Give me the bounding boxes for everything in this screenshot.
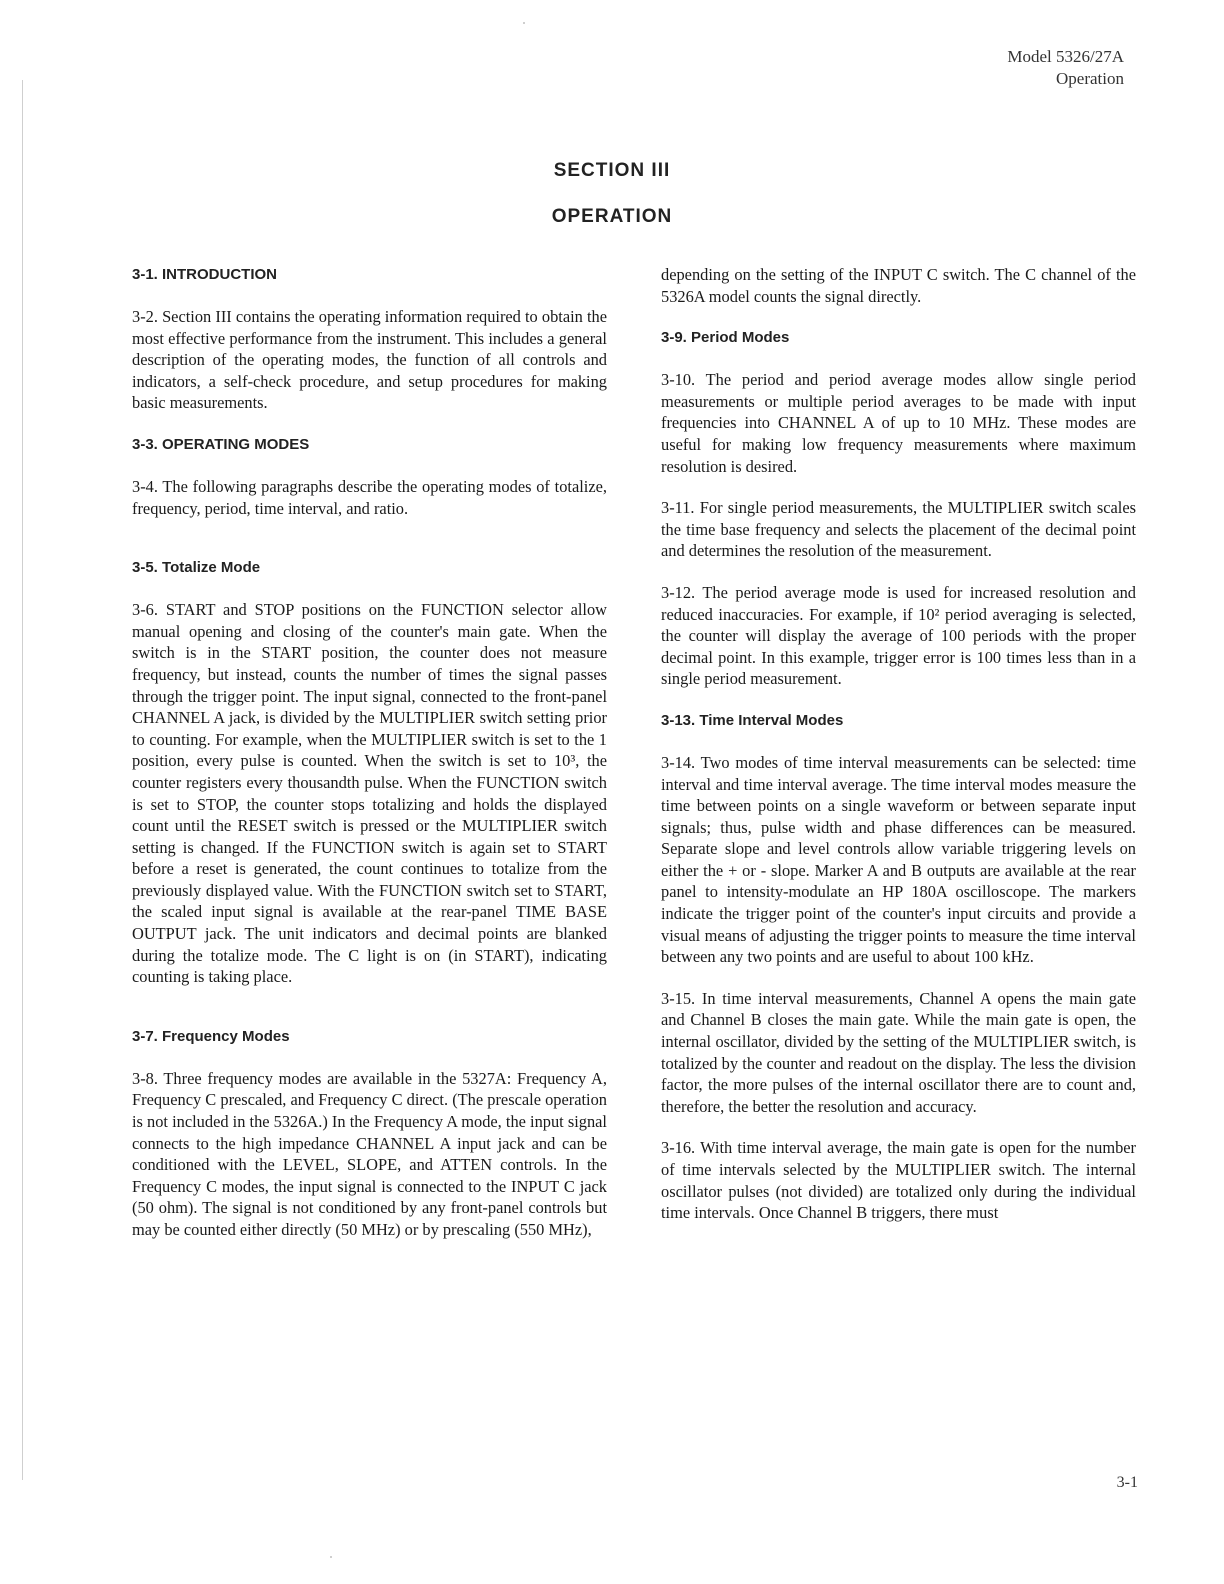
paragraph-3-10: 3-10. The period and period average modes allow single period measurements or multiple period averages to be made with input frequencies into CHANNEL A of up to 10 MHz. These modes are useful for making low frequency measurements where maximum resolution is desired. (661, 370, 1136, 476)
right-column (661, 264, 1136, 1244)
paragraph-3-16: 3-16. With time interval average, the main gate is open for the number of time intervals selected by the MULTIPLIER switch. The internal oscillator pulses (not divided) are totalized only during the individual time intervals. Once Channel B triggers, there must (661, 1138, 1136, 1223)
paragraph-3-4: 3-4. The following paragraphs describe the operating modes of totalize, frequency, period, time interval, and ratio. (132, 476, 607, 518)
paragraph-3-8: 3-8. Three frequency modes are available in the 5327A: Frequency A, Frequency C prescaled, and Frequency C direct. (The prescale operation is not included in the 5326A.) In the Frequency A mode, the input signal connects to the high impedance CHANNEL A input jack and can be conditioned with the LEVEL, SLOPE, and ATTEN controls. In the Frequency C modes, the input signal is connected to the INPUT C jack (50 ohm). The signal is not conditioned by any front-panel controls but may be counted either directly (50 MHz) or by prescaling (550 MHz), (132, 1068, 607, 1239)
header-section: Operation (1056, 69, 1124, 88)
paragraph-3-11: 3-11. For single period measurements, the MULTIPLIER switch scales the time base frequency and selects the placement of the decimal point and determines the resolution of the measurement. (661, 498, 1136, 561)
running-header (1007, 46, 1124, 90)
heading-3-9: 3-9. Period Modes (661, 329, 790, 347)
scan-edge-mark (22, 80, 23, 1480)
left-column (132, 264, 607, 1261)
heading-3-3: 3-3. OPERATING MODES (132, 435, 310, 453)
scan-dot-bottom (330, 1556, 332, 1558)
paragraph-3-12: 3-12. The period average mode is used for increased resolution and reduced inaccuracies. For example, if 10² period averaging is selected, the counter will display the average of 100 periods with the proper decimal point. In this example, trigger error is 100 times less than in a single period measurement. (661, 582, 1136, 689)
paragraph-3-6: 3-6. START and STOP positions on the FUNCTION selector allow manual opening and closing of the counter's main gate. When the switch is in the START position, the counter does not measure frequency, but instead, counts the number of times the signal passes through the trigger point. The input signal, connected to the front-panel CHANNEL A jack, is divided by the MULTIPLIER switch setting prior to counting. For example, when the MULTIPLIER switch is set to the 1 position, every pulse is counted. When the switch is set to 10³, the counter registers every thousandth pulse. When the FUNCTION switch is set to STOP, the counter stops totalizing and holds the displayed count until the RESET switch is pressed or the MULTIPLIER switch setting is changed. If the FUNCTION switch is again set to START before a reset is generated, the count continues to totalize from the previously displayed value. With the FUNCTION switch set to START, the scaled input signal is available at the rear-panel TIME BASE OUTPUT jack. The unit indicators and decimal points are blanked during the totalize mode. The C light is on (in START), indicating counting is taking place. (132, 600, 607, 987)
section-number-title: SECTION III (553, 160, 671, 181)
heading-3-7: 3-7. Frequency Modes (132, 1027, 290, 1045)
header-model: Model 5326/27A (1007, 47, 1124, 66)
heading-3-13: 3-13. Time Interval Modes (661, 711, 844, 729)
paragraph-3-2: 3-2. Section III contains the operating information required to obtain the most effective performance from the instrument. This includes a general description of the operating modes, the function of all controls and indicators, a self-check procedure, and setup procedures for making basic measurements. (132, 307, 607, 413)
section-name-title: OPERATION (551, 206, 673, 227)
scan-dot-top (523, 22, 525, 24)
heading-3-1: 3-1. INTRODUCTION (132, 266, 278, 283)
paragraph-3-8-continued: depending on the setting of the INPUT C switch. The C channel of the 5326A model counts the signal directly. (661, 265, 1136, 306)
paragraph-3-14: 3-14. Two modes of time interval measurements can be selected: time interval and time interval average. The time interval modes measure the time between points on a single waveform or between separate input signals; thus, pulse width and phase differences can be measured. Separate slope and level controls allow variable triggering levels on either the + or - slope. Marker A and B outputs are available at the rear panel to intensity-modulate an HP 180A oscilloscope. The markers indicate the trigger point of the counter's input circuits and provide a visual means of adjusting the trigger points to measure the time interval between any two points and are useful to about 100 kHz. (661, 752, 1136, 967)
paragraph-3-15: 3-15. In time interval measurements, Channel A opens the main gate and Channel B closes the main gate. While the main gate is open, the internal oscillator, divided by the setting of the MULTIPLIER switch, is totalized by the counter and readout on the display. The less the division factor, the more pulses of the internal oscillator there are to count and, therefore, the better the resolution and accuracy. (661, 988, 1136, 1116)
heading-3-5: 3-5. Totalize Mode (132, 559, 261, 577)
page-number: 3-1 (1116, 1474, 1138, 1491)
